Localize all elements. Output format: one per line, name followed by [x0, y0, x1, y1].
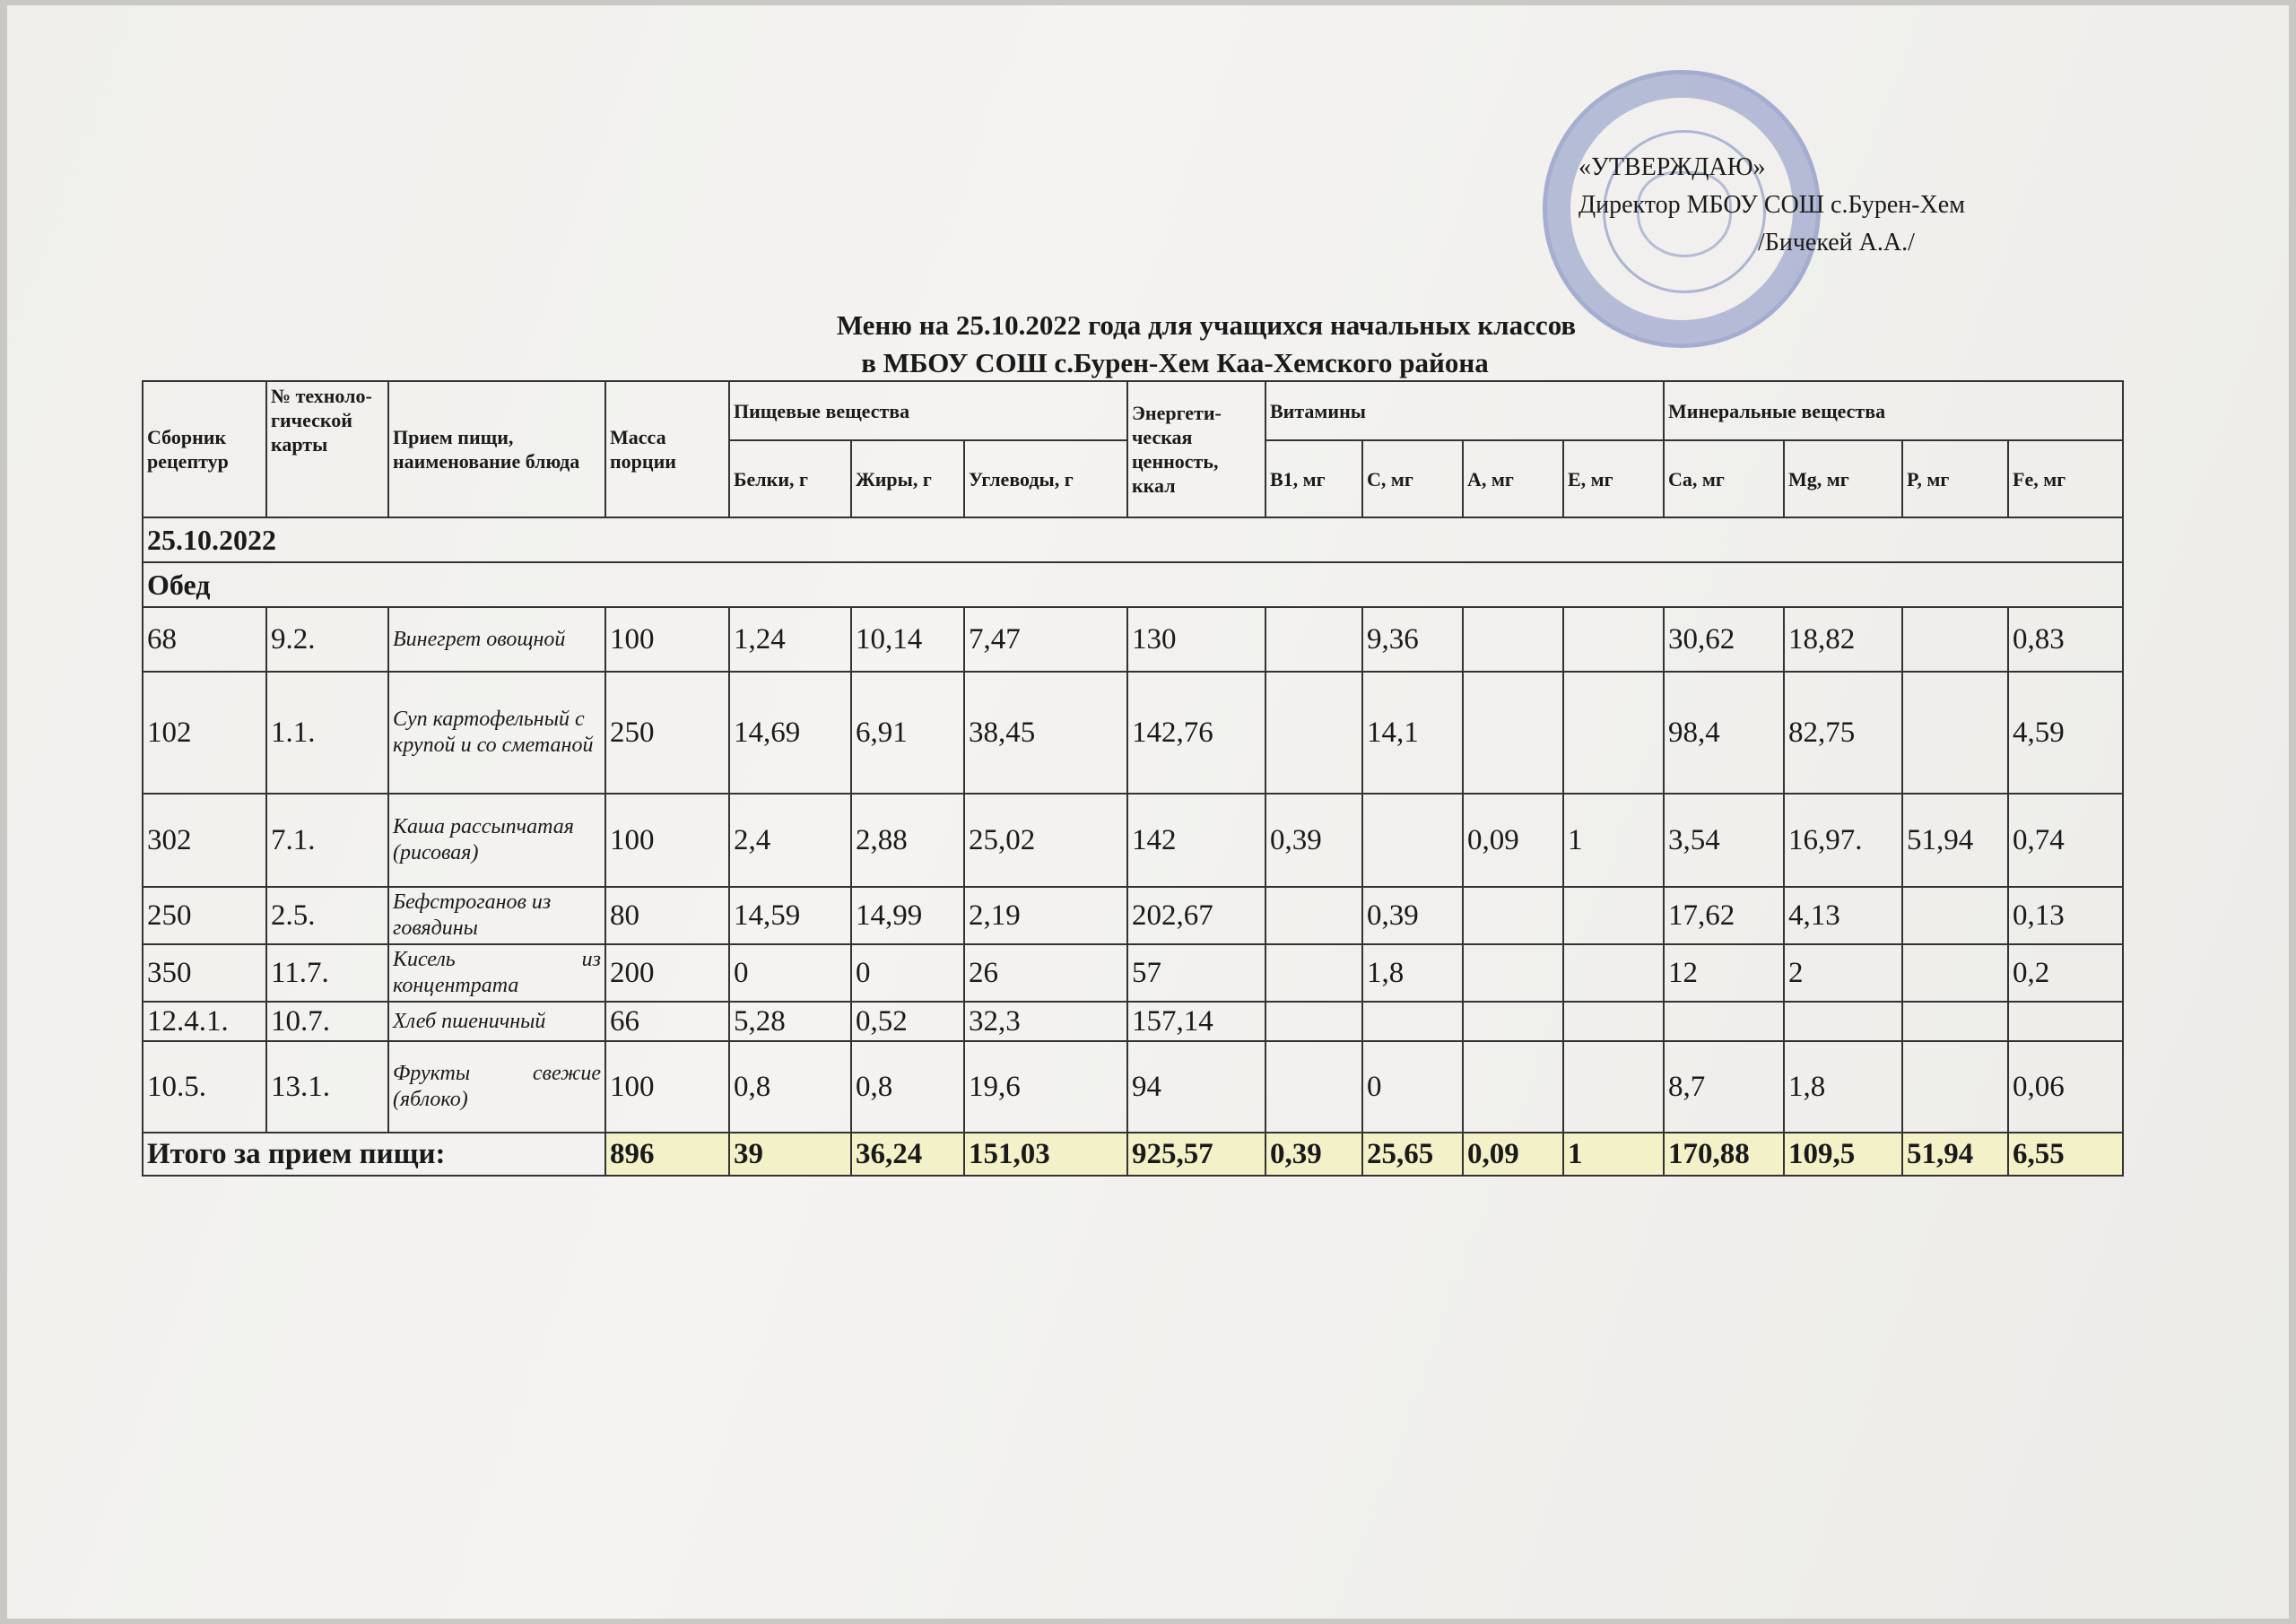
- approval-block: [1578, 149, 1965, 262]
- cell-a: [1463, 672, 1563, 794]
- cell-e: [1563, 607, 1664, 672]
- cell-c: [1362, 794, 1463, 887]
- cell-a: [1463, 607, 1563, 672]
- meal-row: [143, 562, 2123, 607]
- cell-fats: 0,52: [851, 1002, 964, 1041]
- cell-fe: 0,2: [2008, 944, 2123, 1002]
- cell-p: [1902, 607, 2008, 672]
- cell-collection: 68: [143, 607, 266, 672]
- header-row-1: [143, 381, 2123, 440]
- cell-collection: 102: [143, 672, 266, 794]
- cell-c: 0,39: [1362, 887, 1463, 944]
- header-collection: Сборник рецептур: [143, 381, 266, 517]
- cell-proteins: 0,8: [729, 1041, 851, 1133]
- total-carbs: 151,03: [964, 1133, 1127, 1176]
- cell-fe: 0,06: [2008, 1041, 2123, 1133]
- header-vitamins: Витамины: [1265, 381, 1664, 440]
- cell-energy: 130: [1127, 607, 1265, 672]
- header-minerals: Минеральные вещества: [1664, 381, 2123, 440]
- menu-table: [142, 380, 2124, 1177]
- cell-mg: 18,82: [1784, 607, 1902, 672]
- cell-fats: 10,14: [851, 607, 964, 672]
- cell-fats: 2,88: [851, 794, 964, 887]
- table-row: [143, 672, 2123, 794]
- cell-mg: [1784, 1002, 1902, 1041]
- cell-c: 9,36: [1362, 607, 1463, 672]
- header-carbs: Углеводы, г: [964, 440, 1127, 517]
- cell-card: 13.1.: [266, 1041, 388, 1133]
- cell-e: [1563, 1002, 1664, 1041]
- cell-c: [1362, 1002, 1463, 1041]
- header-fe: Fe, мг: [2008, 440, 2123, 517]
- cell-collection: 350: [143, 944, 266, 1002]
- cell-card: 10.7.: [266, 1002, 388, 1041]
- cell-carbs: 32,3: [964, 1002, 1127, 1041]
- total-fats: 36,24: [851, 1133, 964, 1176]
- cell-card: 9.2.: [266, 607, 388, 672]
- cell-proteins: 0: [729, 944, 851, 1002]
- cell-fats: 14,99: [851, 887, 964, 944]
- cell-mg: 2: [1784, 944, 1902, 1002]
- paper-sheet: [7, 5, 2289, 1619]
- cell-p: [1902, 944, 2008, 1002]
- cell-proteins: 14,69: [729, 672, 851, 794]
- cell-mass: 100: [605, 607, 729, 672]
- cell-dish: Хлеб пшеничный: [388, 1002, 605, 1041]
- meal-name: Обед: [143, 562, 2123, 607]
- cell-e: [1563, 1041, 1664, 1133]
- table-row: [143, 887, 2123, 944]
- cell-b1: [1265, 607, 1362, 672]
- cell-carbs: 19,6: [964, 1041, 1127, 1133]
- total-proteins: 39: [729, 1133, 851, 1176]
- header-nutrients: Пищевые вещества: [729, 381, 1127, 440]
- cell-e: [1563, 887, 1664, 944]
- total-b1: 0,39: [1265, 1133, 1362, 1176]
- total-label: Итого за прием пищи:: [143, 1133, 605, 1176]
- cell-e: [1563, 944, 1664, 1002]
- cell-energy: 142: [1127, 794, 1265, 887]
- cell-e: [1563, 672, 1664, 794]
- cell-collection: 250: [143, 887, 266, 944]
- total-e: 1: [1563, 1133, 1664, 1176]
- total-mass: 896: [605, 1133, 729, 1176]
- cell-mg: 4,13: [1784, 887, 1902, 944]
- cell-c: 1,8: [1362, 944, 1463, 1002]
- cell-mass: 250: [605, 672, 729, 794]
- total-row: [143, 1133, 2123, 1176]
- cell-ca: 17,62: [1664, 887, 1784, 944]
- cell-b1: [1265, 944, 1362, 1002]
- cell-energy: 94: [1127, 1041, 1265, 1133]
- cell-proteins: 14,59: [729, 887, 851, 944]
- cell-fe: 0,83: [2008, 607, 2123, 672]
- cell-fe: 0,13: [2008, 887, 2123, 944]
- approval-position: Директор МБОУ СОШ с.Бурен-Хем: [1578, 191, 1965, 219]
- cell-b1: [1265, 1002, 1362, 1041]
- cell-proteins: 1,24: [729, 607, 851, 672]
- total-a: 0,09: [1463, 1133, 1563, 1176]
- cell-card: 11.7.: [266, 944, 388, 1002]
- cell-fats: 0: [851, 944, 964, 1002]
- header-e: E, мг: [1563, 440, 1664, 517]
- table-row: [143, 944, 2123, 1002]
- cell-dish: Суп картофельный с крупой и со сметаной: [388, 672, 605, 794]
- approval-heading: «УТВЕРЖДАЮ»: [1578, 153, 1766, 181]
- cell-fats: 0,8: [851, 1041, 964, 1133]
- cell-p: [1902, 1041, 2008, 1133]
- cell-dish: Винегрет овощной: [388, 607, 605, 672]
- cell-p: [1902, 1002, 2008, 1041]
- date-row: [143, 517, 2123, 562]
- cell-mass: 66: [605, 1002, 729, 1041]
- total-mg: 109,5: [1784, 1133, 1902, 1176]
- header-mass: Масса порции: [605, 381, 729, 517]
- cell-ca: [1664, 1002, 1784, 1041]
- header-energy: Энергети-ческая ценность, ккал: [1127, 381, 1265, 517]
- cell-mg: 16,97.: [1784, 794, 1902, 887]
- header-c: C, мг: [1362, 440, 1463, 517]
- cell-a: [1463, 1041, 1563, 1133]
- cell-energy: 142,76: [1127, 672, 1265, 794]
- document-title: [7, 307, 2289, 382]
- cell-mg: 82,75: [1784, 672, 1902, 794]
- cell-a: 0,09: [1463, 794, 1563, 887]
- cell-carbs: 7,47: [964, 607, 1127, 672]
- cell-proteins: 2,4: [729, 794, 851, 887]
- cell-mass: 200: [605, 944, 729, 1002]
- cell-mass: 100: [605, 794, 729, 887]
- cell-card: 7.1.: [266, 794, 388, 887]
- header-proteins: Белки, г: [729, 440, 851, 517]
- cell-ca: 8,7: [1664, 1041, 1784, 1133]
- cell-ca: 12: [1664, 944, 1784, 1002]
- cell-p: [1902, 672, 2008, 794]
- cell-mass: 100: [605, 1041, 729, 1133]
- total-c: 25,65: [1362, 1133, 1463, 1176]
- cell-fe: [2008, 1002, 2123, 1041]
- table-row: [143, 607, 2123, 672]
- cell-b1: [1265, 1041, 1362, 1133]
- cell-c: 0: [1362, 1041, 1463, 1133]
- cell-mg: 1,8: [1784, 1041, 1902, 1133]
- header-b1: B1, мг: [1265, 440, 1362, 517]
- cell-collection: 10.5.: [143, 1041, 266, 1133]
- cell-energy: 57: [1127, 944, 1265, 1002]
- cell-dish: Кисель из концентрата: [388, 944, 605, 1002]
- total-fe: 6,55: [2008, 1133, 2123, 1176]
- header-card: № техноло-гической карты: [266, 381, 388, 517]
- total-ca: 170,88: [1664, 1133, 1784, 1176]
- cell-b1: [1265, 887, 1362, 944]
- cell-carbs: 2,19: [964, 887, 1127, 944]
- header-ca: Ca, мг: [1664, 440, 1784, 517]
- cell-proteins: 5,28: [729, 1002, 851, 1041]
- cell-dish: Каша рассыпчатая (рисовая): [388, 794, 605, 887]
- cell-card: 2.5.: [266, 887, 388, 944]
- header-dish: Прием пищи, наименование блюда: [388, 381, 605, 517]
- cell-a: [1463, 1002, 1563, 1041]
- total-energy: 925,57: [1127, 1133, 1265, 1176]
- cell-a: [1463, 887, 1563, 944]
- cell-a: [1463, 944, 1563, 1002]
- cell-fe: 4,59: [2008, 672, 2123, 794]
- header-mg: Mg, мг: [1784, 440, 1902, 517]
- cell-ca: 30,62: [1664, 607, 1784, 672]
- cell-card: 1.1.: [266, 672, 388, 794]
- cell-e: 1: [1563, 794, 1664, 887]
- cell-fe: 0,74: [2008, 794, 2123, 887]
- cell-mass: 80: [605, 887, 729, 944]
- cell-b1: [1265, 672, 1362, 794]
- cell-collection: 12.4.1.: [143, 1002, 266, 1041]
- cell-fats: 6,91: [851, 672, 964, 794]
- table-row: [143, 794, 2123, 887]
- total-p: 51,94: [1902, 1133, 2008, 1176]
- cell-ca: 3,54: [1664, 794, 1784, 887]
- menu-date: 25.10.2022: [143, 517, 2123, 562]
- cell-p: 51,94: [1902, 794, 2008, 887]
- cell-c: 14,1: [1362, 672, 1463, 794]
- cell-dish: Фрукты свежие (яблоко): [388, 1041, 605, 1133]
- cell-carbs: 26: [964, 944, 1127, 1002]
- cell-energy: 157,14: [1127, 1002, 1265, 1041]
- title-line-2: в МБОУ СОШ с.Бурен-Хем Каа-Хемского района: [861, 347, 1489, 378]
- cell-p: [1902, 887, 2008, 944]
- header-fats: Жиры, г: [851, 440, 964, 517]
- cell-carbs: 25,02: [964, 794, 1127, 887]
- approval-signature: /Бичекей А.А./: [1758, 229, 1915, 256]
- title-line-1: Меню на 25.10.2022 года для учащихся начальных классов: [836, 309, 1577, 341]
- header-a: A, мг: [1463, 440, 1563, 517]
- cell-ca: 98,4: [1664, 672, 1784, 794]
- cell-carbs: 38,45: [964, 672, 1127, 794]
- table-row: [143, 1002, 2123, 1041]
- table-row: [143, 1041, 2123, 1133]
- cell-energy: 202,67: [1127, 887, 1265, 944]
- cell-b1: 0,39: [1265, 794, 1362, 887]
- cell-collection: 302: [143, 794, 266, 887]
- cell-dish: Бефстроганов из говядины: [388, 887, 605, 944]
- header-p: P, мг: [1902, 440, 2008, 517]
